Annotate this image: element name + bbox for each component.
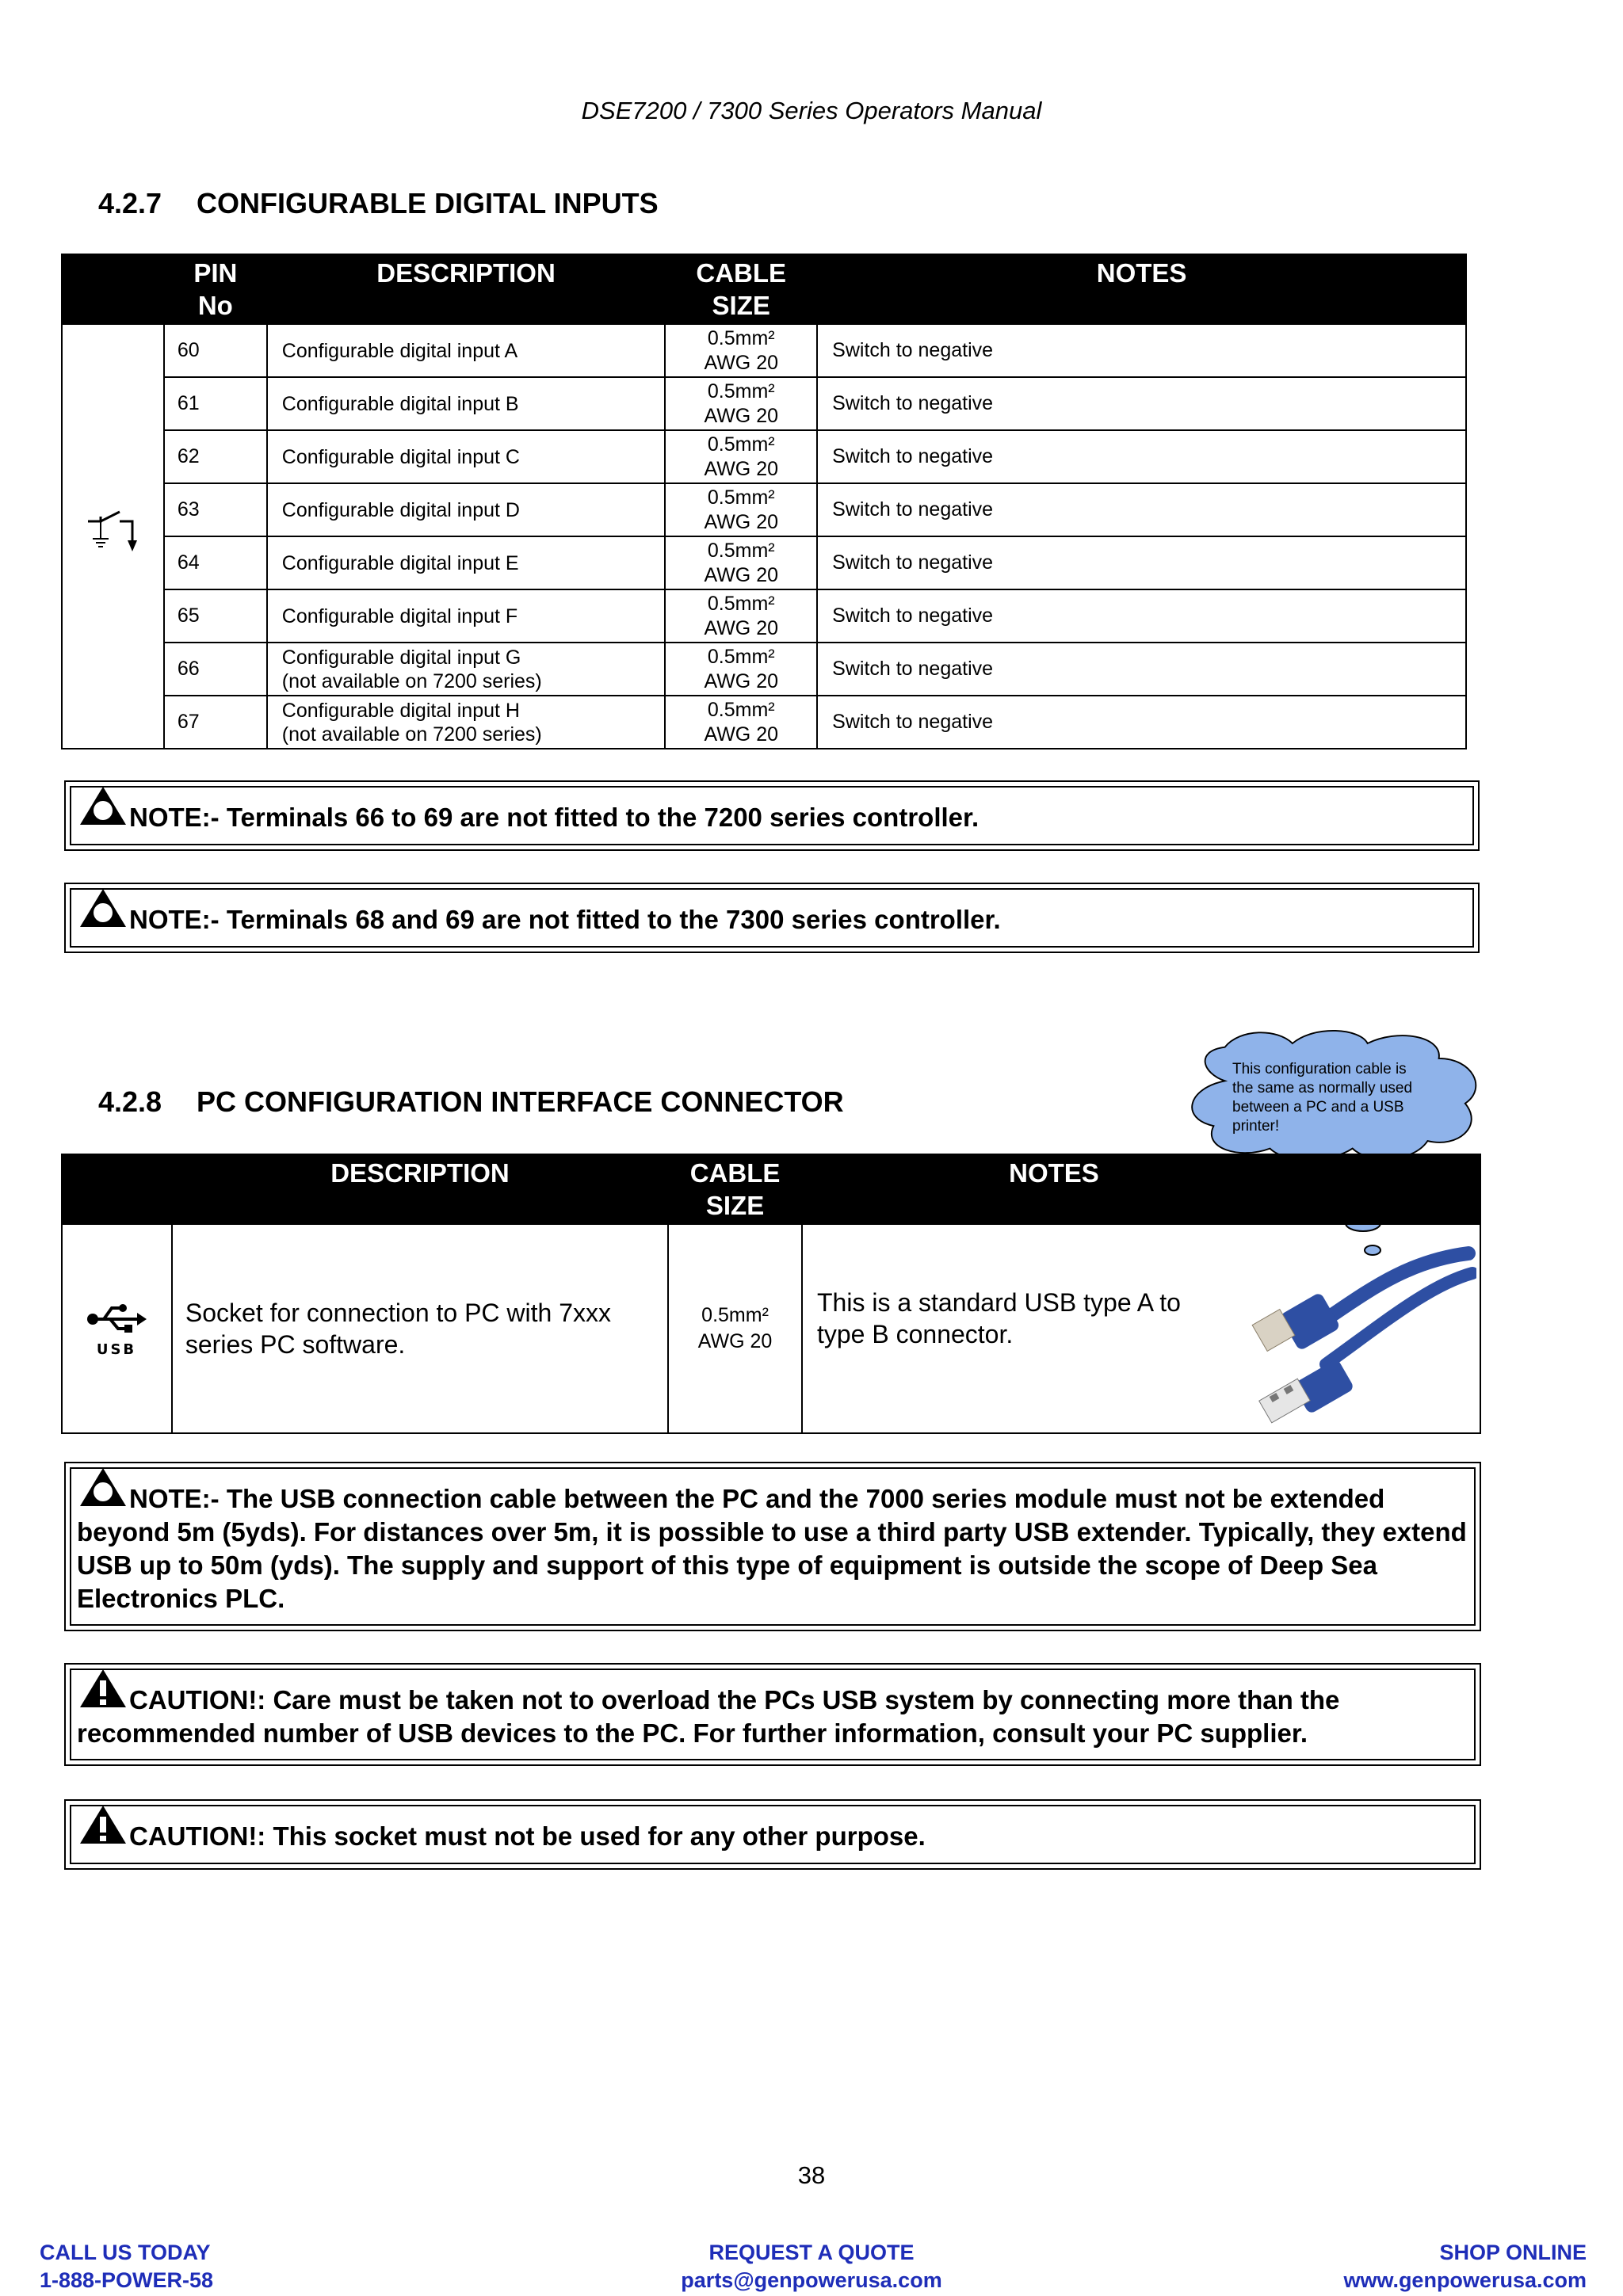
footer-quote-label: REQUEST A QUOTE — [708, 2241, 915, 2264]
table-row — [62, 589, 1466, 643]
caution-icon — [77, 1807, 129, 1848]
note-icon — [77, 891, 129, 932]
note-text: NOTE:- The USB connection cable between the PC and the 7000 series module must not be extended beyond 5m (5yds). For distances over 5m, it is possible to use a third party USB extender. Typically, they extend USB up to 50m (yds). The supply and support of this type of equipment is outside the scope of Deep Sea Electronics PLC. — [77, 1484, 1467, 1613]
input-description: Configurable digital input H (not available on 7200 series) — [267, 696, 666, 749]
cable-size: 0.5mm² AWG 20 — [665, 483, 817, 536]
note-icon — [77, 1470, 129, 1511]
input-description: Configurable digital input G (not available on 7200 series) — [267, 643, 666, 696]
caution-box — [64, 1799, 1481, 1870]
note-box — [64, 780, 1480, 851]
section-title: CONFIGURABLE DIGITAL INPUTS — [197, 187, 659, 219]
svg-text:USB: USB — [97, 1341, 137, 1358]
cable-size: 0.5mm² AWG 20 — [665, 643, 817, 696]
table-header-row — [62, 1154, 1480, 1224]
input-note: Switch to negative — [817, 483, 1466, 536]
cable-size: 0.5mm² AWG 20 — [665, 377, 817, 430]
header-cable-size: CABLE SIZE — [668, 1154, 802, 1224]
footer-email-link[interactable]: parts@genpowerusa.com — [681, 2268, 942, 2292]
pc-interface-table — [61, 1154, 1481, 1434]
header-description: DESCRIPTION — [172, 1154, 668, 1224]
input-description: Configurable digital input A — [267, 324, 666, 377]
cable-size: 0.5mm² AWG 20 — [665, 696, 817, 749]
caution-icon — [77, 1671, 129, 1712]
footer-shop — [1343, 2239, 1587, 2294]
note-text: NOTE:- Terminals 68 and 69 are not fitted to the 7300 series controller. — [129, 905, 1001, 934]
pin-number: 67 — [164, 696, 267, 749]
input-note: Switch to negative — [817, 324, 1466, 377]
usb-cable-image — [1247, 1230, 1476, 1428]
usb-description: Socket for connection to PC with 7xxx series PC software. — [172, 1224, 668, 1433]
input-description: Configurable digital input B — [267, 377, 666, 430]
section-number: 4.2.8 — [98, 1085, 162, 1118]
cloud-text: This configuration cable is the same as normally used between a PC and a USB printer! — [1232, 1061, 1413, 1135]
pin-number: 61 — [164, 377, 267, 430]
cable-size: 0.5mm² AWG 20 — [665, 324, 817, 377]
note-text: NOTE:- Terminals 66 to 69 are not fitted to the 7200 series controller. — [129, 803, 980, 832]
note-box — [64, 1462, 1481, 1631]
footer-shop-label: SHOP ONLINE — [1439, 2241, 1587, 2264]
header-description: DESCRIPTION — [267, 254, 666, 324]
table-header-row — [62, 254, 1466, 324]
switch-to-ground-icon — [85, 510, 140, 558]
input-note: Switch to negative — [817, 589, 1466, 643]
caution-text: CAUTION!: This socket must not be used for any other purpose. — [129, 1821, 926, 1851]
header-notes: NOTES — [802, 1154, 1480, 1224]
section-heading — [98, 1085, 844, 1119]
footer-call — [40, 2239, 213, 2294]
table-row — [62, 377, 1466, 430]
table-row — [62, 696, 1466, 749]
input-note: Switch to negative — [817, 696, 1466, 749]
usb-notes-cell — [802, 1224, 1480, 1433]
header-pin: PIN No — [164, 254, 267, 324]
pin-number: 65 — [164, 589, 267, 643]
usb-note-text: This is a standard USB type A to type B connector. — [816, 1288, 1181, 1348]
section-title: PC CONFIGURATION INTERFACE CONNECTOR — [197, 1085, 844, 1118]
input-description: Configurable digital input E — [267, 536, 666, 589]
usb-icon — [85, 1295, 148, 1359]
header-icon-cell — [62, 1154, 172, 1224]
table-row — [62, 1224, 1480, 1433]
pin-number: 62 — [164, 430, 267, 483]
footer-quote — [574, 2239, 1049, 2294]
input-note: Switch to negative — [817, 430, 1466, 483]
pin-number: 66 — [164, 643, 267, 696]
footer-phone-link[interactable]: 1-888-POWER-58 — [40, 2268, 214, 2292]
input-note: Switch to negative — [817, 377, 1466, 430]
document-header-title: DSE7200 / 7300 Series Operators Manual — [581, 97, 1042, 124]
page-number: 38 — [797, 2161, 826, 2189]
input-icon-cell — [62, 324, 164, 749]
header-notes: NOTES — [817, 254, 1466, 324]
input-description: Configurable digital input F — [267, 589, 666, 643]
note-icon — [77, 788, 129, 830]
pin-number: 60 — [164, 324, 267, 377]
input-note: Switch to negative — [817, 536, 1466, 589]
input-note: Switch to negative — [817, 643, 1466, 696]
caution-box — [64, 1663, 1481, 1766]
cable-size: 0.5mm² AWG 20 — [665, 536, 817, 589]
caution-text: CAUTION!: Care must be taken not to overload the PCs USB system by connecting more than the recommended number of USB devices to the PC. For further information, consult your PC supplier. — [77, 1685, 1340, 1748]
table-row — [62, 483, 1466, 536]
input-description: Configurable digital input D — [267, 483, 666, 536]
cable-size: 0.5mm² AWG 20 — [665, 430, 817, 483]
table-row — [62, 430, 1466, 483]
usb-cable-size: 0.5mm² AWG 20 — [668, 1224, 802, 1433]
cable-size: 0.5mm² AWG 20 — [665, 589, 817, 643]
table-row — [62, 536, 1466, 589]
header-icon-cell — [62, 254, 164, 324]
section-number: 4.2.7 — [98, 187, 162, 219]
usb-icon-cell — [62, 1224, 172, 1433]
pin-number: 63 — [164, 483, 267, 536]
input-description: Configurable digital input C — [267, 430, 666, 483]
section-heading — [98, 187, 659, 220]
header-cable-size: CABLE SIZE — [665, 254, 817, 324]
pin-number: 64 — [164, 536, 267, 589]
footer-call-label: CALL US TODAY — [40, 2241, 211, 2264]
note-box — [64, 883, 1480, 953]
table-row — [62, 324, 1466, 377]
footer-website-link[interactable]: www.genpowerusa.com — [1343, 2268, 1587, 2292]
digital-inputs-table — [61, 254, 1467, 749]
table-row — [62, 643, 1466, 696]
